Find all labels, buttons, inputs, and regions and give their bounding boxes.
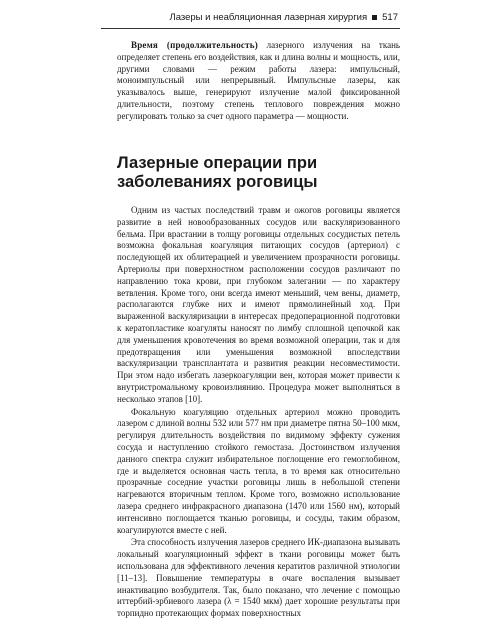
body-paragraph: Одним из частых последствий травм и ожогов роговицы является развитие в ней новообразованных сосудов или васкуляризованного бельма. При врастании в толщу роговицы отдельных сосудистых петель возможна фокальная коагуляция питающих сосудов (артериол) с последующей их облитерацией и увеличением прозрачности роговицы. Артериолы при поверхностном расположении сосудов различают по направлению тока крови, при глубоком залегании — по характеру ветвления. Кроме того, они всегда имеют меньший, чем вены, диаметр, располагаются глубже них и имеют прямолинейный ход. При выраженной васкуляризации в интересах предоперационной подготовки к кератопластике коагуляты наносят по лимбу сплошной цепочкой как для уменьшения кровотечения во время возможной операции, так и для предотвращения или уменьшения возможной впоследствии васкуляризации трансплантата и развития реакции несовместимости. При этом надо избегать лазеркоагуляции вен, которая может привести к внутристромальному кровоизлиянию. Процедура может выполняться в несколько этапов [10]. [117,205,400,404]
square-bullet-icon [372,15,377,20]
section-body [117,205,400,620]
running-head-title: Лазеры и неабляционная лазерная хирургия [169,12,368,23]
page-number: 517 [382,12,398,23]
running-head [169,12,398,23]
section-heading: Лазерные операции при заболеваниях роговицы [117,154,318,191]
intro-paragraph [117,40,400,123]
body-paragraph: Эта способность излучения лазеров среднего ИК-диапазона вызывать локальный коагуляционный эффект в ткани роговицы может быть использована для эффективного лечения кератитов различной этиологии [11–13]. Повышение температуры в очаге воспаления вызывает инактивацию возбудителя. Так, было показано, что лечение с помощью иттербий-эрбиевого лазера (λ = 1540 мкм) дает хорошие результаты при торпидно протекающих формах поверхностных [117,537,400,619]
intro-text: лазерного излучения на ткань определяет степень его воздействия, как и длина волны и мощность, или, другими словами — режим работы лазера: импульсный, моноимпульсный или непрерывный. Импульсные лазеры, как указывалось выше, генерируют излучение малой фиксированной длительности, поэтому степень теплового повреждения можно регулировать только за счет одного параметра — мощности. [117,40,400,121]
body-paragraph: Фокальную коагуляцию отдельных артериол можно проводить лазером с длиной волны 532 или 577 нм при диаметре пятна 50–100 мкм, регулируя длительность воздействия по видимому эффекту сужения сосуда и наступлению стойкого гемостаза. Достоинством излучения данного спектра служит избирательное поглощение его гемоглобином, где и выделяется основная часть тепла, в то время как относительно прозрачные соседние участки роговицы лишь в небольшой степени нагреваются вторичным теплом. Кроме того, возможно использование лазера среднего инфракрасного диапазона (1470 или 1560 нм), который интенсивно поглощается тканью роговицы, и сосуды, таким образом, коагулируются вместе с ней. [117,406,400,535]
header-rule [101,28,400,29]
intro-term: Время (продолжительность) [131,40,258,50]
